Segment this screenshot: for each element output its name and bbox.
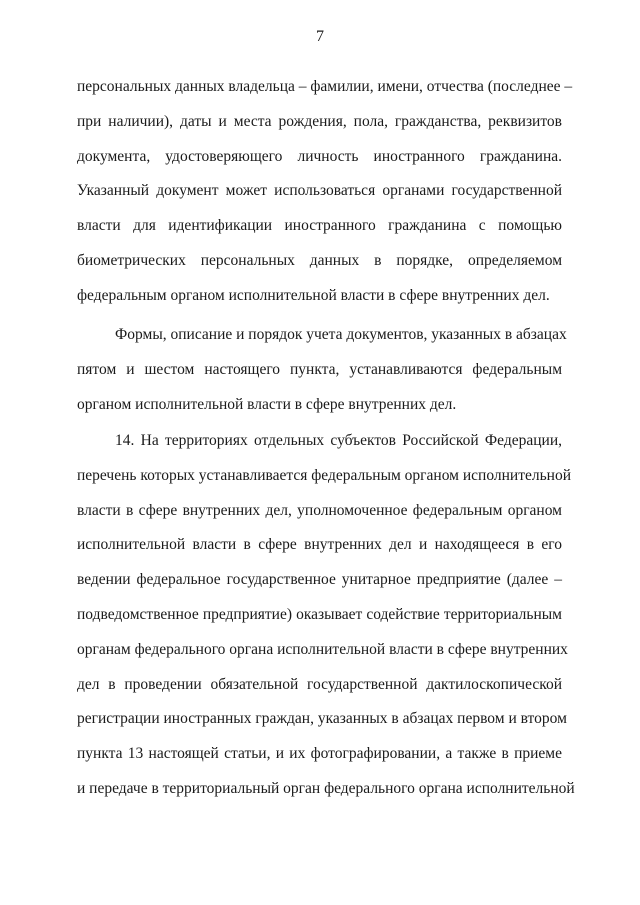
text-line: и передаче в территориальный орган федерального органа исполнительной bbox=[77, 779, 575, 797]
text-line: документа, удостоверяющего личность иностранного гражданина. bbox=[77, 147, 562, 165]
text-line: ведении федеральное государственное унитарное предприятие (далее – bbox=[77, 571, 562, 589]
paragraph-clause-14 bbox=[77, 424, 575, 807]
text-line: при наличии), даты и места рождения, пола, гражданства, реквизитов bbox=[77, 112, 562, 130]
text-line: дел в проведении обязательной государственной дактилоскопической bbox=[77, 675, 562, 693]
text-line: пятом и шестом настоящего пункта, устанавливаются федеральным bbox=[77, 360, 562, 378]
text-line: власти в сфере внутренних дел, уполномоченное федеральным органом bbox=[77, 501, 562, 519]
paragraph-document-forms bbox=[77, 318, 567, 422]
text-line: органам федерального органа исполнительной власти в сфере внутренних bbox=[77, 640, 568, 658]
text-line: исполнительной власти в сфере внутренних дел и находящееся в его bbox=[77, 536, 562, 554]
text-line: власти для идентификации иностранного гражданина с помощью bbox=[77, 217, 562, 235]
text-line: регистрации иностранных граждан, указанных в абзацах первом и втором bbox=[77, 710, 567, 728]
paragraph-biometric-document bbox=[77, 70, 573, 314]
text-line: Указанный документ может использоваться органами государственной bbox=[77, 182, 562, 200]
text-line: 14. На территориях отдельных субъектов Российской Федерации, bbox=[115, 432, 562, 449]
text-line: органом исполнительной власти в сфере внутренних дел. bbox=[77, 395, 457, 413]
page-number: 7 bbox=[316, 28, 324, 45]
text-line: федеральным органом исполнительной власти в сфере внутренних дел. bbox=[77, 286, 550, 304]
text-line: перечень которых устанавливается федеральным органом исполнительной bbox=[77, 466, 571, 484]
text-line: Формы, описание и порядок учета документов, указанных в абзацах bbox=[115, 326, 567, 343]
text-line: пункта 13 настоящей статьи, и их фотографировании, а также в приеме bbox=[77, 745, 562, 763]
text-line: персональных данных владельца – фамилии, имени, отчества (последнее – bbox=[77, 78, 573, 95]
text-line: подведомственное предприятие) оказывает содействие территориальным bbox=[77, 605, 562, 623]
text-line: биометрических персональных данных в порядке, определяемом bbox=[77, 251, 562, 269]
